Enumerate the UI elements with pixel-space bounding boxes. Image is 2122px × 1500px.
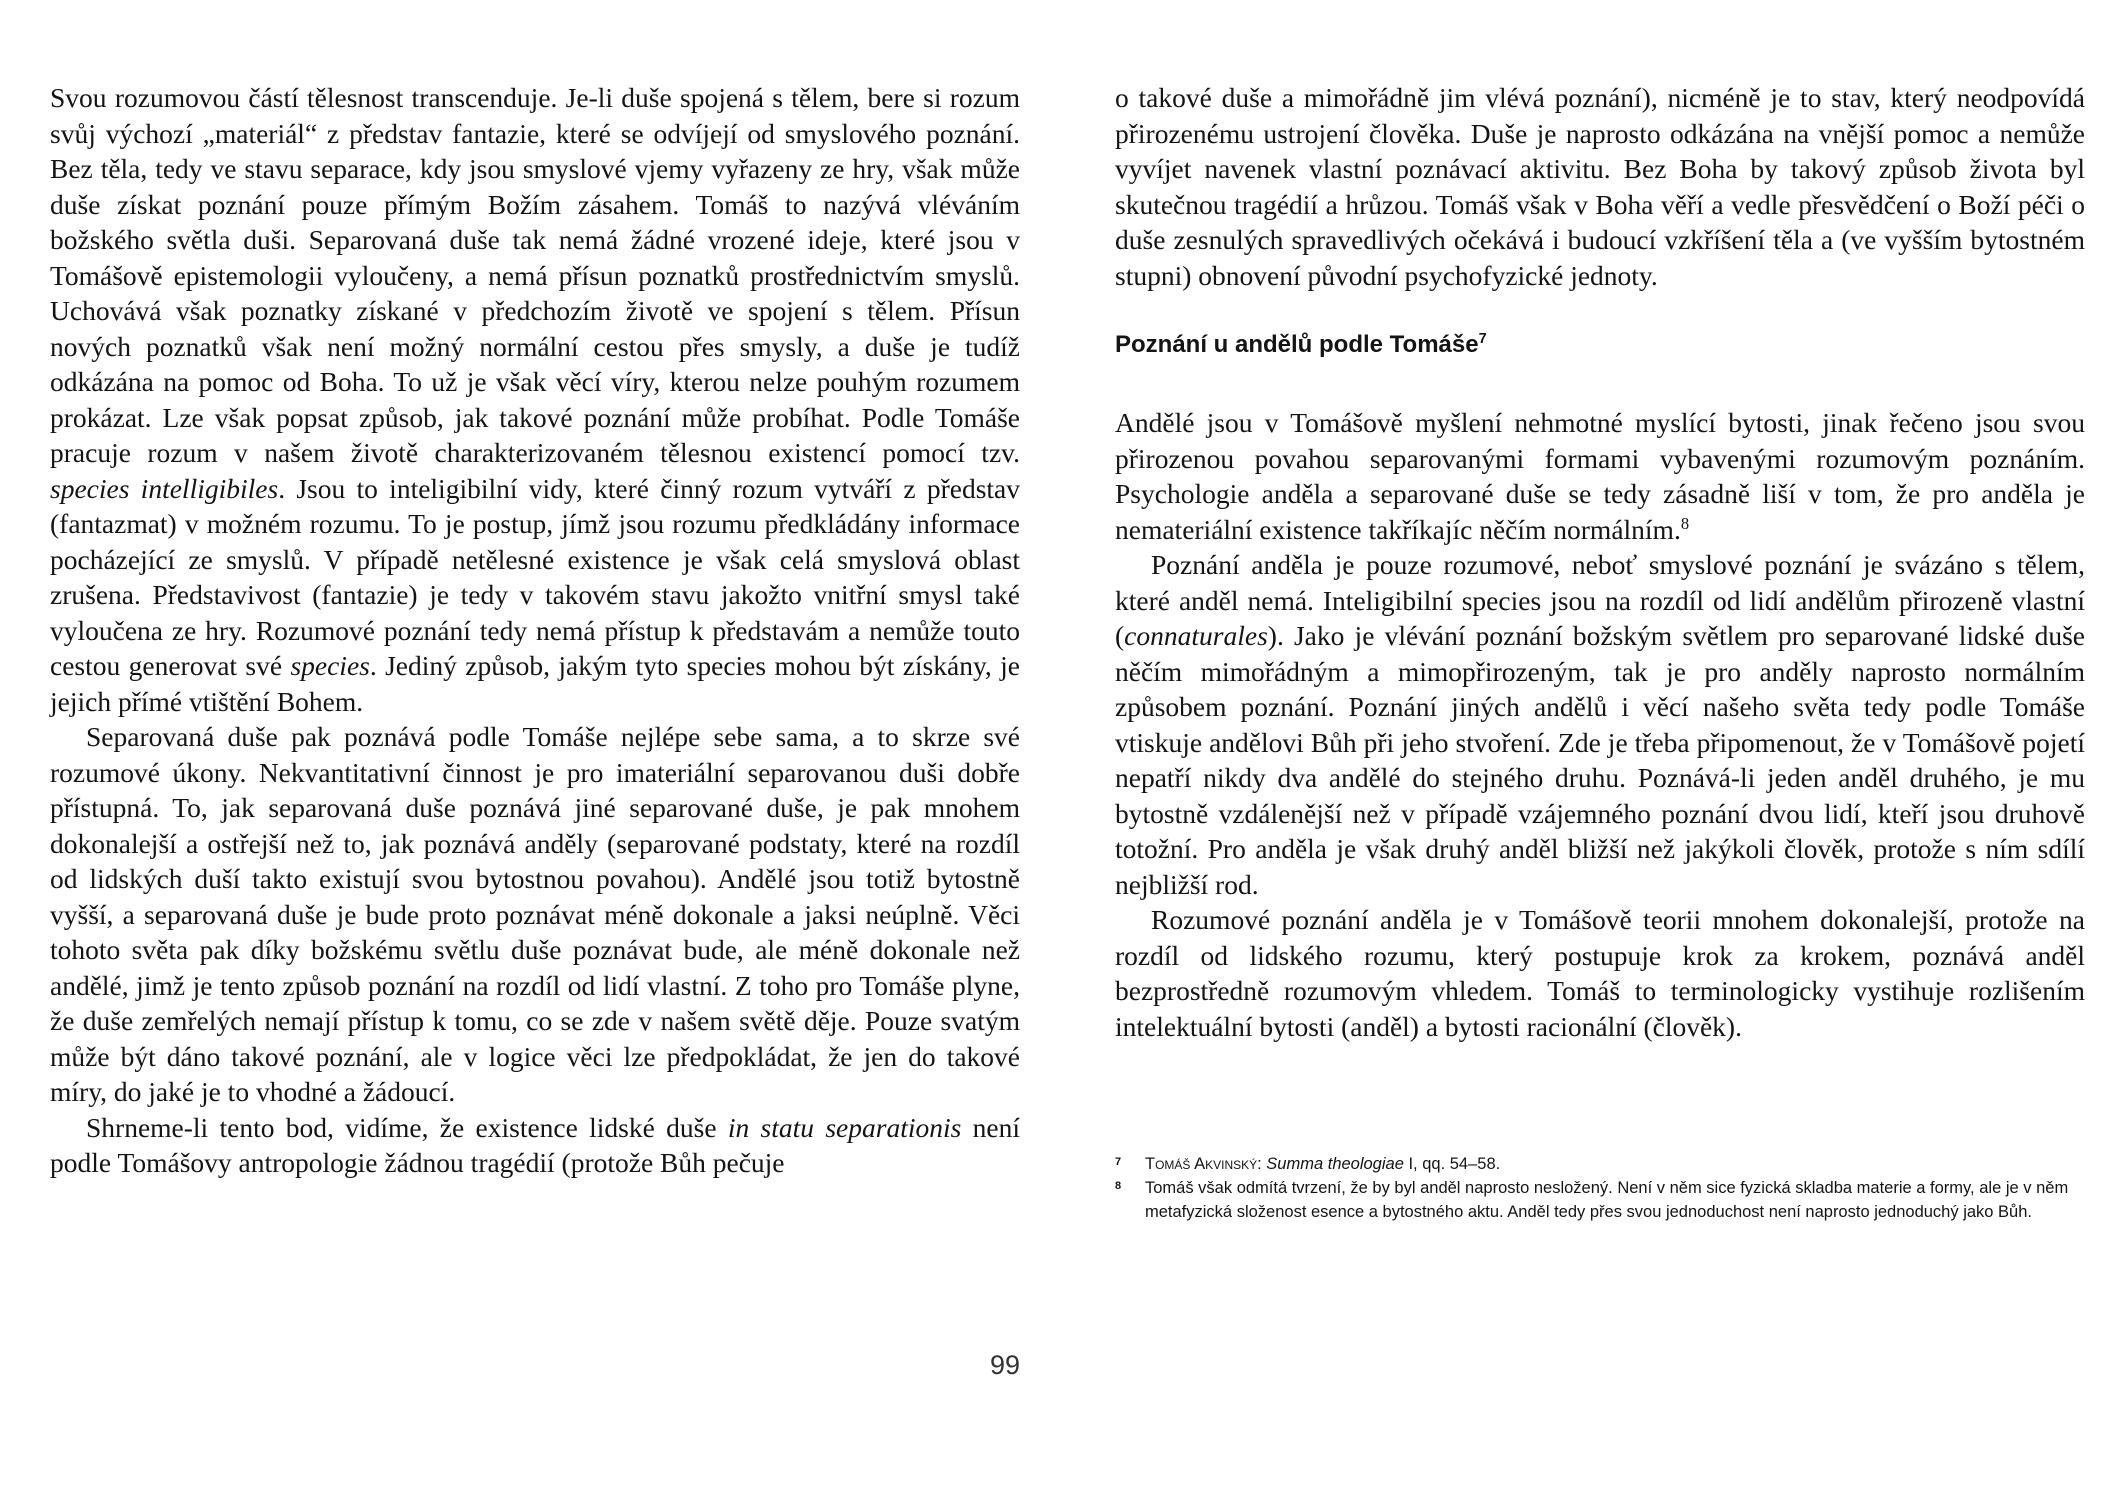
paragraph: Rozumové poznání anděla je v Tomášově teorii mnohem dokonalejší, protože na rozdíl od lidského rozumu, který postupuje krok za krokem, poznává anděl bezprostředně rozumovým vhledem. Tomáš to terminologicky vystihuje rozlišením intelektuální bytosti (anděl) a bytosti racionální (člověk).: [1115, 904, 2085, 1042]
paragraph: Svou rozumovou částí tělesnost transcenduje. Je-li duše spojená s tělem, bere si rozum svůj výchozí „materiál“ z představ fantazie, které se odvíjejí od smyslového poznání. Bez těla, tedy ve stavu separace, kdy jsou smyslové vjemy vyřazeny ze hry, však může duše získat poznání pouze přímým Božím zásahem. Tomáš to nazývá vléváním božského světla duši. Separovaná duše tak nemá žádné vrozené ideje, které jsou v Tomášově epistemologii vyloučeny, a nemá přísun poznatků prostřednictvím smyslů. Uchovává však poznatky získané v předchozím životě ve spojení s tělem. Přísun nových poznatků však není možný normální cestou přes smysly, a duše je tudíž odkázána na pomoc od Boha. To už je však věcí víry, kterou nelze pouhým rozumem prokázat. Lze však popsat způsob, jak takové poznání může probíhat. Podle Tomáše pracuje rozum v našem životě charakterizovaném tělesnou existencí pomocí tzv. species intelligibiles. Jsou to inteligibilní vidy, které činný rozum vytváří z představ (fantazmat) v možném rozumu. To je postup, jímž jsou rozumu předkládány informace pocházející ze smyslů. V případě netělesné existence je však celá smyslová oblast zrušena. Představivost (fantazie) je tedy v takovém stavu jakožto vnitřní smysl také vyloučena ze hry. Rozumové poznání tedy nemá přístup k představám a nemůže touto cestou generovat své species. Jediný způsob, jakým tyto species mohou být získány, je jejich přímé vtištění Bohem.: [50, 82, 1021, 717]
footnote-ref[interactable]: 8: [1680, 513, 1690, 533]
paragraph: Poznání anděla je pouze rozumové, neboť smyslové poznání je svázáno s tělem, které anděl nemá. Inteligibilní species jsou na rozdíl od lidí andělům přirozeně vlastní (connaturales). Jako je vlévání poznání božským světlem pro separované lidské duše něčím mimořádným a mimopřirozeným, tak je pro anděly naprosto normálním způsobem poznání. Poznání jiných andělů i věcí našeho světa tedy podle Tomáše vtiskuje andělovi Bůh při jeho stvoření. Zde je třeba připomenout, že v Tomášově pojetí nepatří nikdy dva andělé do stejného druhu. Poznává-li jeden anděl druhého, je mu bytostně vzdálenější než v případě vzájemného poznání dvou lidí, kteří jsou druhově totožní. Pro anděla je však druhý anděl bližší než jakýkoli člověk, protože s ním sdílí nejbližší rod.: [1115, 549, 2085, 900]
footnote: 7 Tomáš Akvinský: Summa theologiae I, qq. 54–58.: [1115, 1152, 2075, 1176]
left-column: [50, 80, 1020, 1181]
footnote-number: 7: [1115, 1156, 1122, 1168]
right-column: [1115, 80, 2085, 1044]
paragraph: Andělé jsou v Tomášově myšlení nehmotné myslící bytosti, jinak řečeno jsou svou přirozenou povahou separovanými formami vybavenými rozumovým poznáním. Psychologie anděla a separované duše se tedy zásadně liší v tom, že pro anděla je nemateriální existence takříkajíc něčím normálním.$^8$: [1115, 407, 2085, 545]
footnote: 8 Tomáš však odmítá tvrzení, že by byl anděl naprosto nesložený. Není v něm sice fyzická skladba materie a formy, ale je v něm metafyzická složenost esence a bytostného aktu. Anděl tedy přes svou jednoduchost není naprosto jednoduchý jako Bůh.: [1115, 1176, 2075, 1224]
footnote-ref[interactable]: 7: [1478, 331, 1487, 347]
page-number: 99: [989, 1350, 1021, 1380]
section-heading: Poznání u andělů podle Tomáše$^7$: [1115, 331, 1487, 358]
paragraph: Separovaná duše pak poznává podle Tomáše nejlépe sebe sama, a to skrze své rozumové úkony. Nekvantitativní činnost je pro imateriální separovanou duši dobře přístupná. To, jak separovaná duše poznává jiné separované duše, je pak mnohem dokonalejší a ostřejší než to, jak poznává anděly (separované podstaty, které na rozdíl od lidských duší takto existují svou bytostnou povahou). Andělé jsou totiž bytostně vyšší, a separovaná duše je bude proto poznávat méně dokonale a jaksi neúplně. Věci tohoto světa pak díky božskému světlu duše poznávat bude, ale méně dokonale než andělé, jimž je tento způsob poznání na rozdíl od lidí vlastní. Z toho pro Tomáše plyne, že duše zemřelých nemají přístup k tomu, co se zde v našem světě děje. Pouze svatým může být dáno takové poznání, ale v logice věci lze předpokládat, že jen do takové míry, do jaké je to vhodné a žádoucí.: [50, 721, 1020, 1107]
paragraph: Shrneme-li tento bod, vidíme, že existence lidské duše in statu separationis není podle Tomášovy antropologie žádnou tragédií (protože Bůh pečuje: [50, 1111, 1020, 1178]
footnote-number: 8: [1115, 1180, 1122, 1192]
footnotes: [1115, 1152, 2075, 1224]
paragraph: o takové duše a mimořádně jim vlévá poznání), nicméně je to stav, který neodpovídá přirozenému ustrojení člověka. Duše je naprosto odkázána na vnější pomoc a nemůže vyvíjet navenek vlastní poznávací aktivitu. Bez Boha by takový způsob života byl skutečnou tragédií a hrůzou. Tomáš však v Boha věří a vedle přesvědčení o Boží péči o duše zesnulých spravedlivých očekává i budoucí vzkříšení těla a (ve vyšším bytostném stupni) obnovení původní psychofyzické jednoty.: [1115, 82, 2085, 291]
